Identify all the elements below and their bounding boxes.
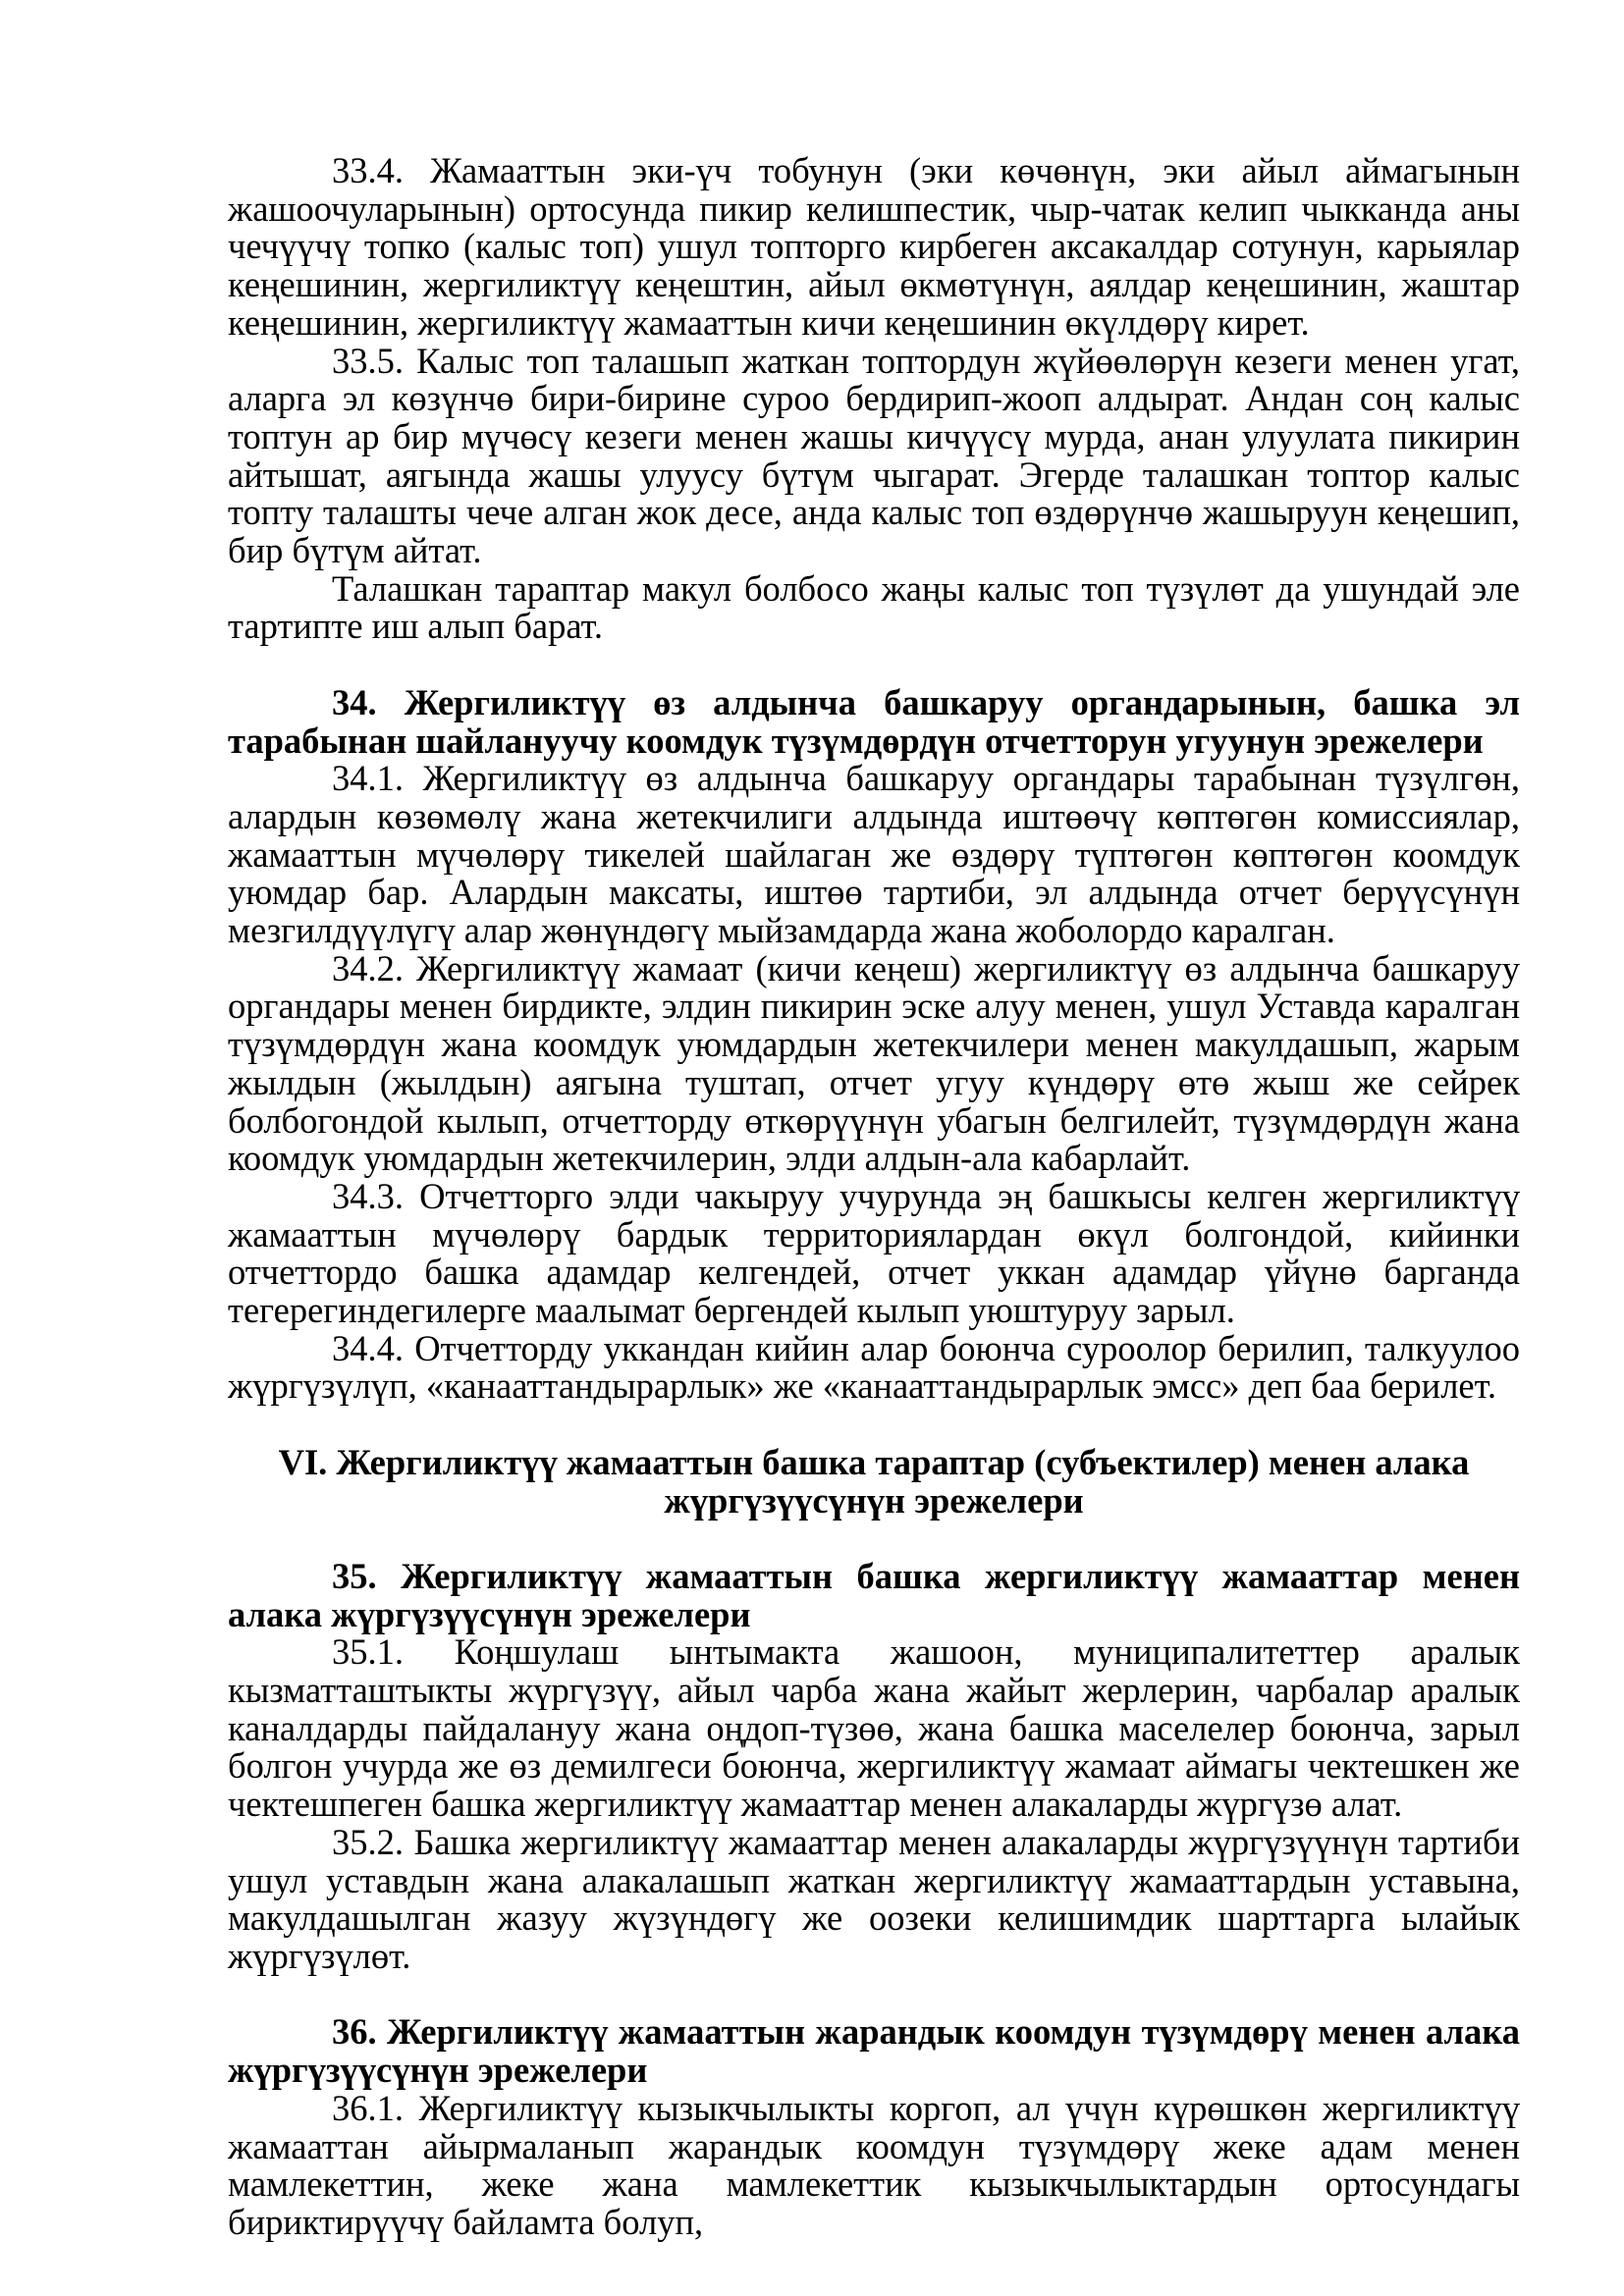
paragraph-33-5: 33.5. Калыс топ талашып жаткан топтордун жүйөөлөрүн кезеги менен угат, аларга эл көзүнчө бири-бирине суроо бердирип-жооп алдырат. Андан соң калыс топтун ар бир мүчөсү кезеги менен жашы кичүүсү мурда, анан улуулата пикирин айтышат, аягында жашы улуусу бүтүм чыгарат. Эгерде талашкан топтор калыс топту талашты чече алган жок десе, анда калыс топ өздөрүнчө жашыруун кеңешип, бир бүтүм айтат. bbox=[228, 340, 1520, 571]
section-heading-34: 34. Жергиликтүү өз алдынча башкаруу органдарынын, башка эл тарабынан шайлануучу коомдук түзүмдөрдүн отчетторун угуунун эрежелери bbox=[228, 681, 1520, 761]
paragraph-33-4: 33.4. Жамааттын эки-үч тобунун (эки көчөнүн, эки айыл аймагынын жашоочуларынын) ортосунда пикир келишпестик, чыр-чатак келип чыкканда аны чечүүчү топко (калыс топ) ушул топторго кирбеген аксакалдар сотунун, карыялар кеңешинин, жергиликтүү кеңештин, айыл өкмөтүнүн, аялдар кеңешинин, жаштар кеңешинин, жергиликтүү жамааттын кичи кеңешинин өкүлдөрү кирет. bbox=[228, 150, 1520, 343]
paragraph-33-5-continuation: Талашкан тараптар макул болбосо жаңы калыс топ түзүлөт да ушундай эле тартипте иш алып барат. bbox=[228, 567, 1520, 647]
spacer bbox=[228, 1976, 1520, 2014]
section-heading-35: 35. Жергиликтүү жамааттын башка жергиликтүү жамааттар менен алака жүргүзүүсүнүн эрежелери bbox=[228, 1555, 1520, 1634]
document-page bbox=[228, 152, 1520, 2242]
paragraph-34-3: 34.3. Отчетторго элди чакыруу учурунда эң башкысы келген жергиликтүү жамааттын мүчөлөрү бардык территориялардан өкүл болгондой, кийинки отчеттордо башка адамдар келгендей, отчет уккан адамдар үйүнө барганда тегерегиндегилерге маалымат бергендей кылып уюштуруу зарыл. bbox=[228, 1175, 1520, 1331]
spacer bbox=[228, 1520, 1520, 1558]
paragraph-34-2: 34.2. Жергиликтүү жамаат (кичи кеңеш) жергиликтүү өз алдынча башкаруу органдары менен бирдикте, элдин пикирин эске алуу менен, ушул Уставда каралган түзүмдөрдүн жана коомдук уюмдардын жетекчилери менен макулдашып, жарым жылдын (жылдын) аягына туштап, отчет угуу күндөрү өтө жыш же сейрек болбогондой кылып, отчетторду өткөрүүнүн убагын белгилейт, түзүмдөрдүн жана коомдук уюмдардын жетекчилерин, элди алдын-ала кабарлайт. bbox=[228, 947, 1520, 1179]
chapter-heading-vi-line-1: VI. Жергиликтүү жамааттын башка тараптар (субъектилер) менен алака bbox=[278, 1441, 1470, 1482]
paragraph-34-4: 34.4. Отчетторду уккандан кийин алар боюнча суроолор берилип, талкуулоо жүргүзүлүп, «канааттандырарлык» же «канааттандырарлык эмсс» деп баа берилет. bbox=[228, 1327, 1520, 1407]
section-heading-36: 36. Жергиликтүү жамааттын жарандык коомдун түзүмдөрү менен алака жүргүзүүсүнүн эрежелери bbox=[228, 2011, 1520, 2091]
paragraph-35-2: 35.2. Башка жергиликтүү жамааттар менен алакаларды жүргүзүүнүн тартиби ушул уставдын жана алакалашып жаткан жергиликтүү жамааттардын уставына, макулдашылган жазуу жүзүндөгү же оозеки келишимдик шарттарга ылайык жүргүзүлөт. bbox=[228, 1821, 1520, 1976]
chapter-heading-vi-line-2: жүргүзүүсүнүн эрежелери bbox=[664, 1479, 1084, 1521]
paragraph-34-1: 34.1. Жергиликтүү өз алдынча башкаруу органдары тарабынан түзүлгөн, алардын көзөмөлү жана жетекчилиги алдында иштөөчү көптөгөн комиссиялар, жамааттын мүчөлөрү тикелей шайлаган же өздөрү түптөгөн көптөгөн коомдук уюмдар бар. Алардын максаты, иштөө тартиби, эл алдында отчет берүүсүнүн мезгилдүүлүгү алар жөнүндөгү мыйзамдарда жана жоболордо каралган. bbox=[228, 758, 1520, 951]
paragraph-36-1: 36.1. Жергиликтүү кызыкчылыкты коргоп, ал үчүн күрөшкөн жергиликтүү жамааттан айырмаланып жарандык коомдун түзүмдөрү жеке адам менен мамлекеттин, жеке жана мамлекеттик кызыкчылыктардын ортосундагы бириктирүүчү байламта болуп, bbox=[228, 2087, 1520, 2242]
spacer bbox=[228, 646, 1520, 684]
paragraph-35-1: 35.1. Коңшулаш ынтымакта жашоон, муниципалитеттер аралык кызматташтыкты жүргүзүү, айыл чарба жана жайыт жерлерин, чарбалар аралык каналдарды пайдалануу жана оңдоп-түзөө, жана башка маселелер боюнча, зарыл болгон учурда же өз демилгеси боюнча, жергиликтүү жамаат аймагы чектешкен же чектешпеген башка жергиликтүү жамааттар менен алакаларды жүргүзө алат. bbox=[228, 1631, 1520, 1825]
spacer bbox=[228, 1406, 1520, 1444]
